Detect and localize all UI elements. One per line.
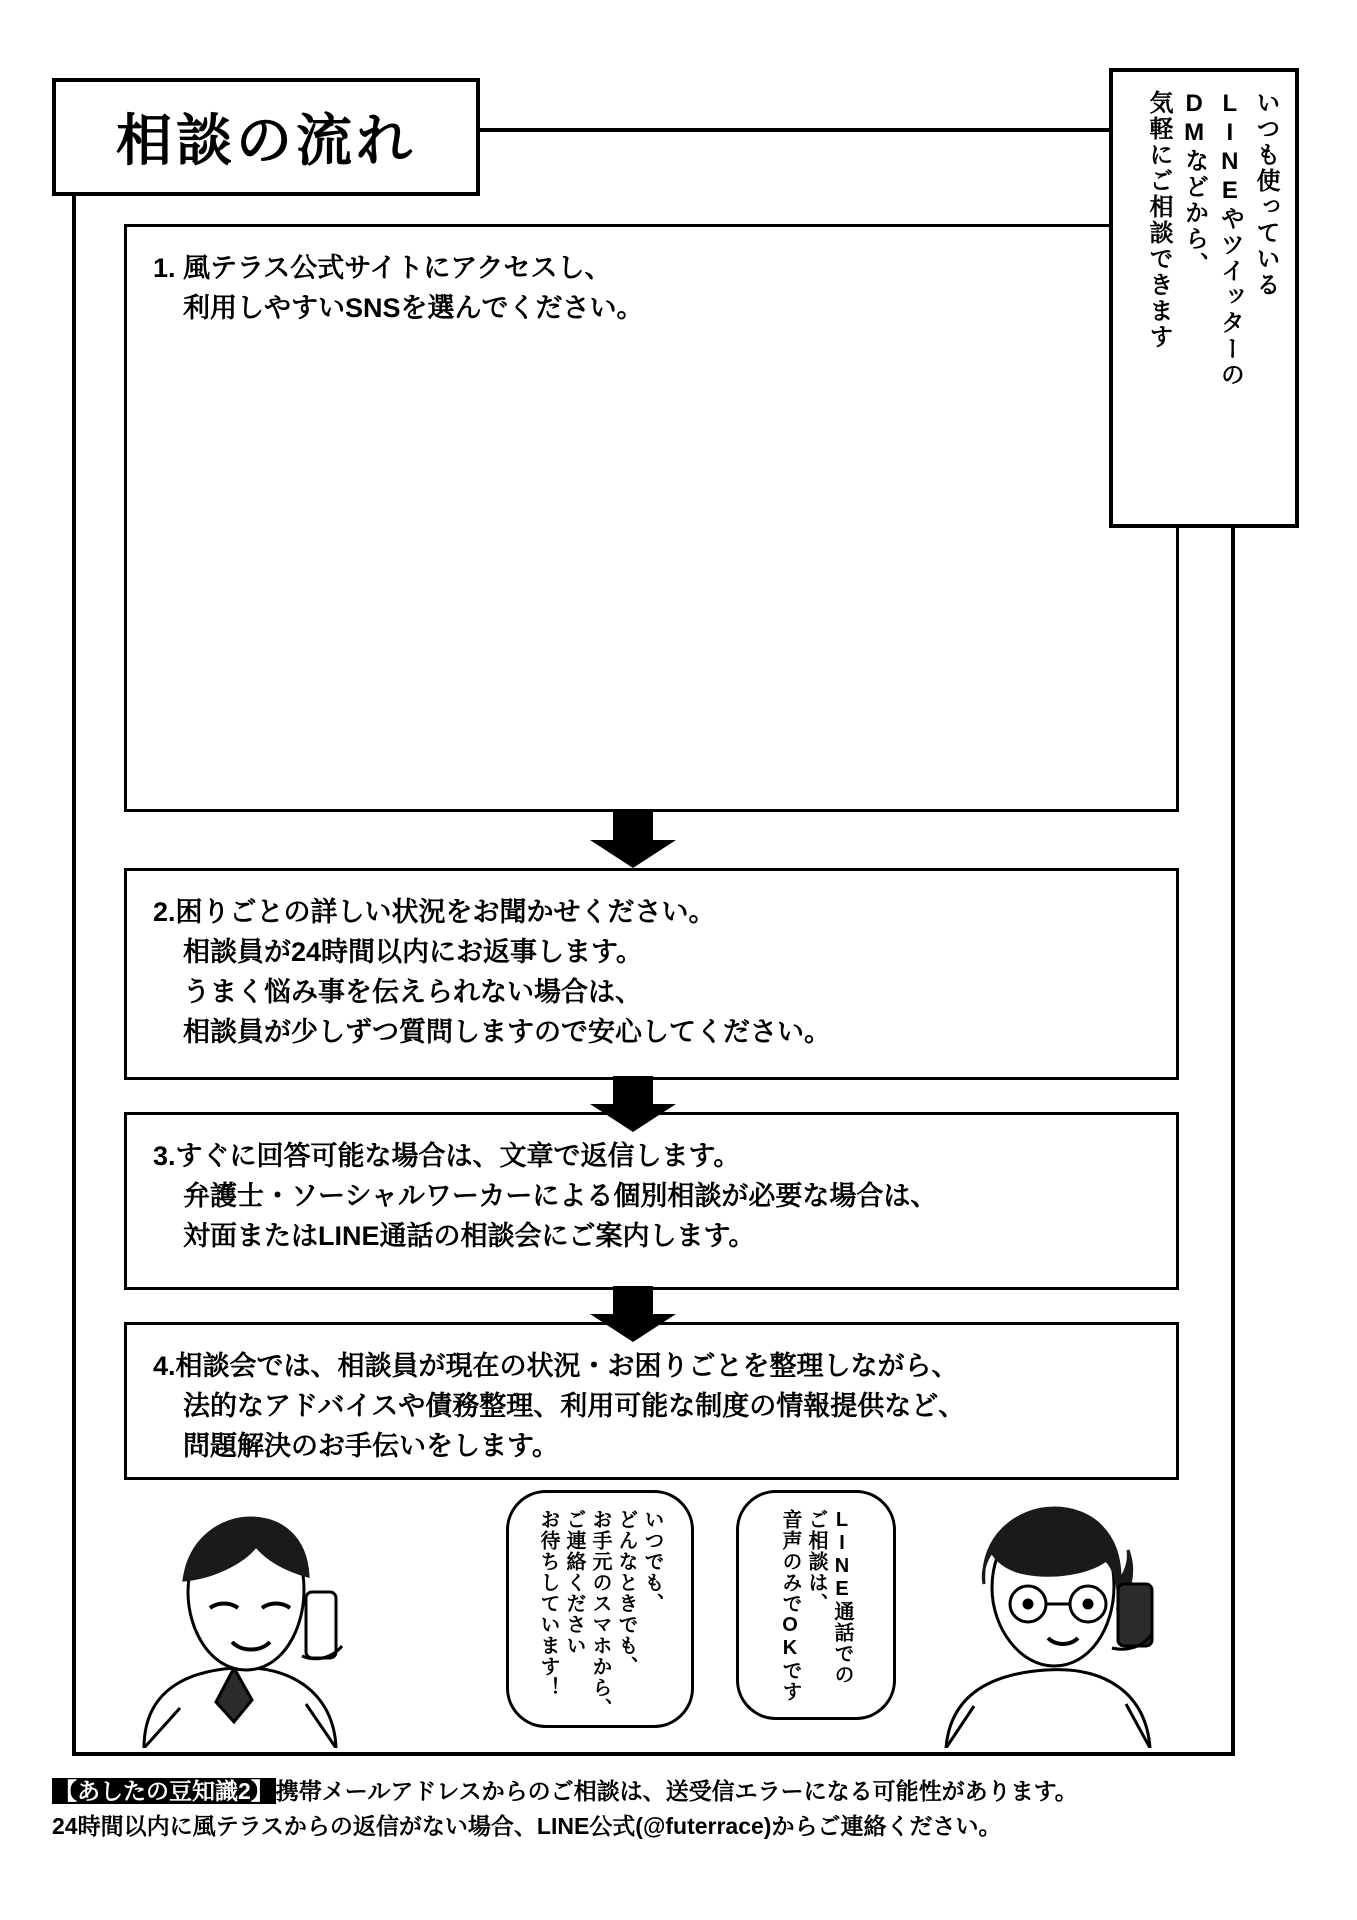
illustration-man-on-phone — [84, 1496, 484, 1748]
footer-note — [52, 1774, 1302, 1843]
arrow-down-1-icon — [590, 812, 676, 868]
step-1-box — [124, 224, 1179, 812]
step-1-text — [127, 227, 1176, 351]
step-3-line-1: 3.すぐに回答可能な場合は、文章で返信します。 — [153, 1141, 741, 1171]
speech-bubble-right — [736, 1490, 896, 1720]
vertical-note-line-4: 気軽にご相談できます — [1144, 90, 1172, 350]
vertical-note-line-1: いつも使っている — [1252, 90, 1279, 298]
bubble-left-line-5: お待ちしています！ — [537, 1509, 559, 1698]
step-4-box — [124, 1322, 1179, 1480]
step-2-text — [127, 871, 1176, 1075]
bubble-right-line-2: ご相談は、 — [805, 1509, 827, 1614]
speech-bubble-left — [506, 1490, 694, 1728]
step-2-box — [124, 868, 1179, 1080]
bubble-left-line-3: お手元のスマホから、 — [589, 1509, 611, 1719]
step-1-line-1: 1. 風テラス公式サイトにアクセスし、 — [153, 253, 612, 283]
step-2-line-4: 相談員が少しずつ質問しますので安心してください。 — [183, 1016, 831, 1047]
step-3-line-3: 対面またはLINE通話の相談会にご案内します。 — [183, 1220, 756, 1251]
step-4-text — [127, 1325, 1176, 1489]
bubble-left-line-4: ご連絡ください — [563, 1509, 585, 1656]
step-2-line-1: 2.困りごとの詳しい状況をお聞かせください。 — [153, 897, 716, 927]
footer-badge: 【あしたの豆知識2】 — [54, 1778, 274, 1804]
page-title-text: 相談の流れ — [116, 109, 416, 172]
page-title — [52, 78, 480, 196]
vertical-note-line-2: LINEやツイッターの — [1216, 90, 1244, 388]
step-1-line-2: 利用しやすいSNSを選んでください。 — [183, 292, 644, 323]
footer-text-1: 携帯メールアドレスからのご相談は、送受信エラーになる可能性があります。 — [275, 1778, 1078, 1804]
bubble-left-line-1: いつでも、 — [641, 1509, 663, 1614]
vertical-note — [1109, 68, 1299, 528]
arrow-down-2-icon — [590, 1076, 676, 1132]
step-2-line-2: 相談員が24時間以内にお返事します。 — [183, 936, 643, 967]
step-4-line-3: 問題解決のお手伝いをします。 — [183, 1430, 559, 1461]
step-3-line-2: 弁護士・ソーシャルワーカーによる個別相談が必要な場合は、 — [183, 1180, 938, 1211]
illustration-band — [76, 1486, 1223, 1748]
step-3-text — [127, 1115, 1176, 1279]
illustration-woman-on-phone — [906, 1492, 1223, 1748]
footer-text-2: 24時間以内に風テラスからの返信がない場合、LINE公式(@futerrace)からご連絡ください。 — [52, 1812, 1002, 1839]
step-3-box — [124, 1112, 1179, 1290]
vertical-note-line-3: DMなどから、 — [1180, 90, 1208, 278]
footer-line-1 — [52, 1774, 1302, 1809]
bubble-right-line-3: 音声のみでOKです — [779, 1509, 801, 1702]
bubble-right-line-1: LINE通話での — [831, 1509, 853, 1685]
step-4-line-2: 法的なアドバイスや債務整理、利用可能な制度の情報提供など、 — [183, 1390, 966, 1421]
step-4-line-1: 4.相談会では、相談員が現在の状況・お困りごとを整理しながら、 — [153, 1351, 959, 1381]
arrow-down-3-icon — [590, 1286, 676, 1342]
step-2-line-3: うまく悩み事を伝えられない場合は、 — [183, 976, 642, 1007]
bubble-left-line-2: どんなときでも、 — [615, 1509, 637, 1677]
